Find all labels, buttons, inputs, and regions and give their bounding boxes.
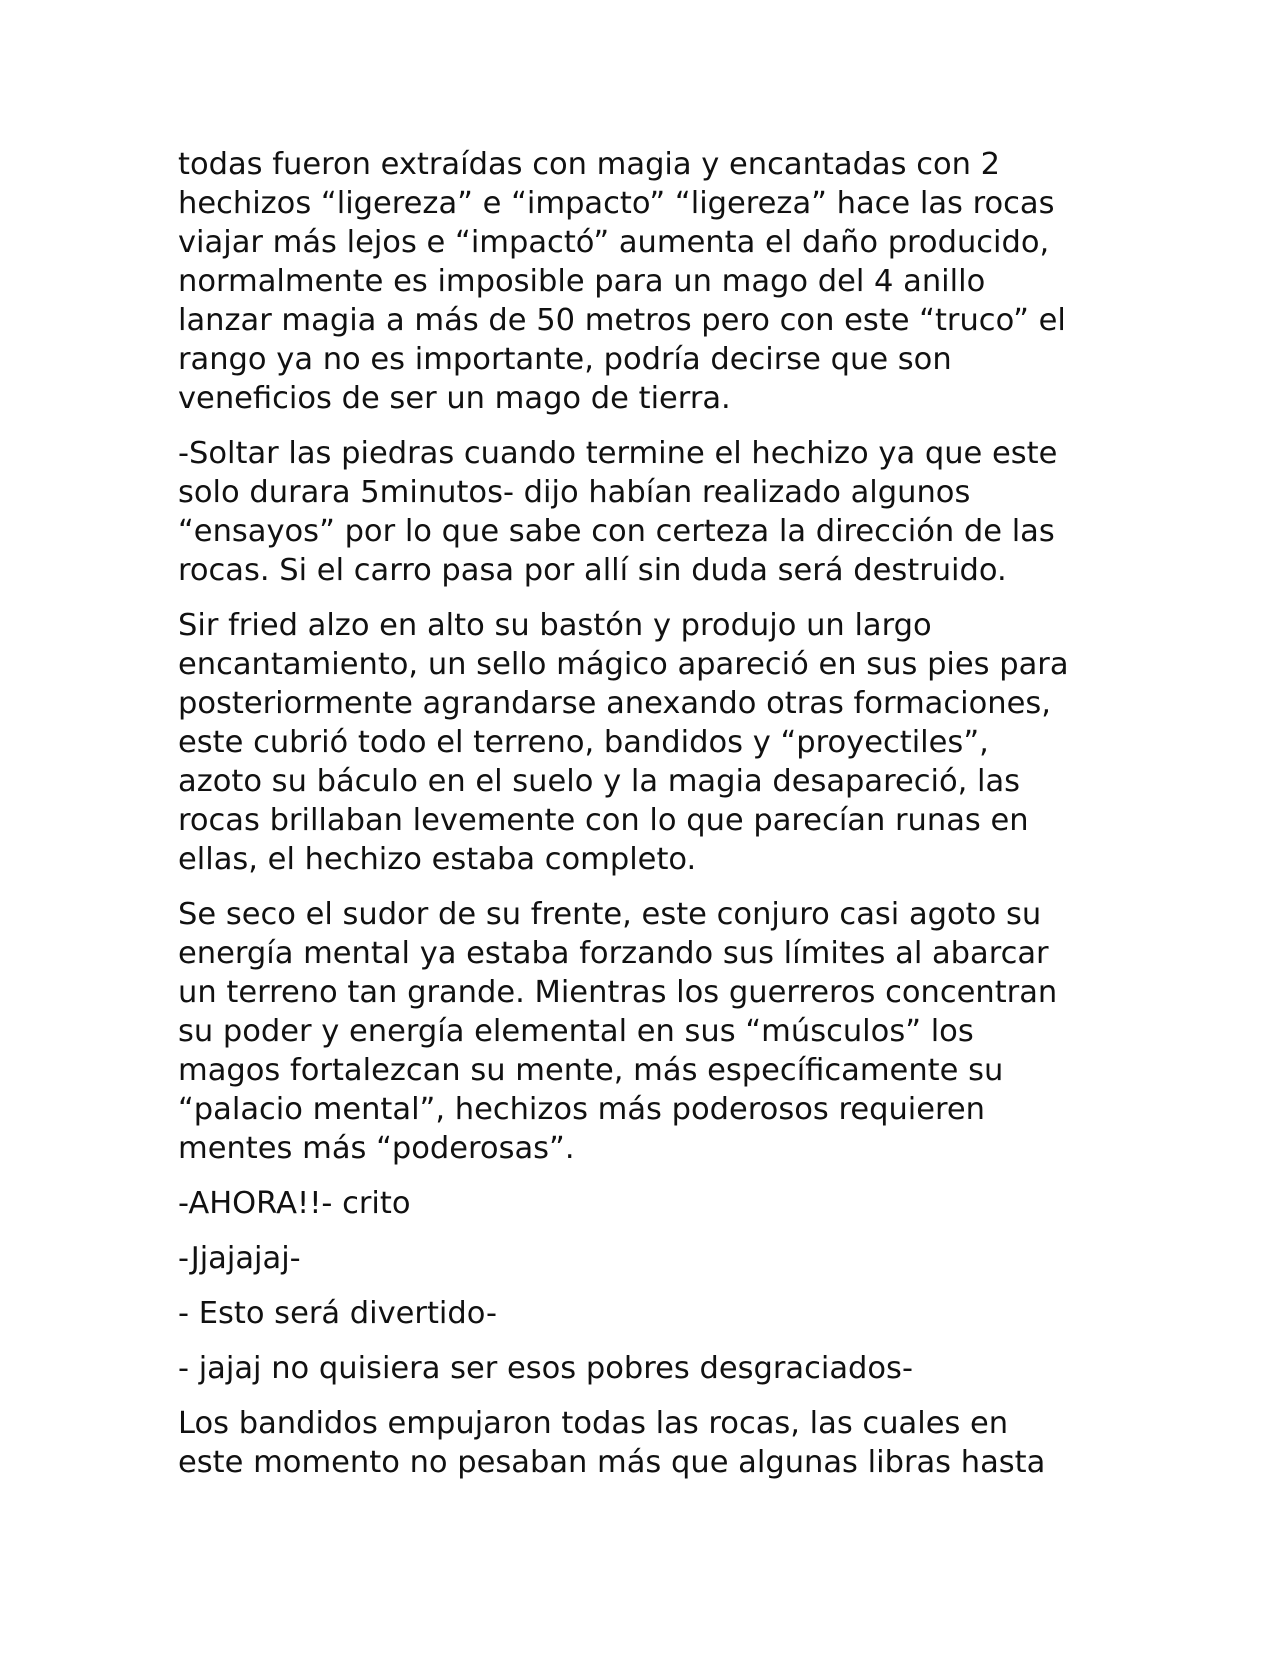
- paragraph-2: -Soltar las piedras cuando termine el hechizo ya que este solo durara 5minutos- dijo habían realizado algunos “ensayos” por lo que sabe con certeza la dirección de las rocas. Si el carro pasa por allí sin duda será destruido.: [178, 436, 1058, 588]
- paragraph-3: Sir fried alzo en alto su bastón y produjo un largo encantamiento, un sello mágico apareció en sus pies para posteriormente agrandarse anexando otras formaciones, este cubrió todo el terreno, bandidos y “proyectiles”, azoto su báculo en el suelo y la magia desapareció, las rocas brillaban levemente con lo que parecían runas en ellas, el hechizo estaba completo.: [178, 608, 1069, 877]
- paragraph-4: Se seco el sudor de su frente, este conjuro casi agoto su energía mental ya estaba forzando sus límites al abarcar un terreno tan grande. Mientras los guerreros concentran su poder y energía elemental en sus “músculos” los magos fortalezcan su mente, más específicamente su “palacio mental”, hechizos más poderosos requieren mentes más “poderosas”.: [178, 897, 1058, 1166]
- dialogue-line-4: - jajaj no quisiera ser esos pobres desgraciados-: [178, 1351, 913, 1386]
- dialogue-line-3: - Esto será divertido-: [178, 1296, 497, 1331]
- page-text-body: [178, 145, 1118, 1498]
- dialogue-line-1: -AHORA!!- crito: [178, 1186, 411, 1221]
- paragraph-5: Los bandidos empujaron todas las rocas, las cuales en este momento no pesaban más que algunas libras hasta: [178, 1406, 1046, 1480]
- paragraph-1: todas fueron extraídas con magia y encantadas con 2 hechizos “ligereza” e “impacto” “ligereza” hace las rocas viajar más lejos e “impactó” aumenta el daño producido, normalmente es imposible para un mago del 4 anillo lanzar magia a más de 50 metros pero con este “truco” el rango ya no es importante, podría decirse que son veneficios de ser un mago de tierra.: [178, 147, 1066, 416]
- dialogue-line-2: -Jjajajaj-: [178, 1241, 301, 1276]
